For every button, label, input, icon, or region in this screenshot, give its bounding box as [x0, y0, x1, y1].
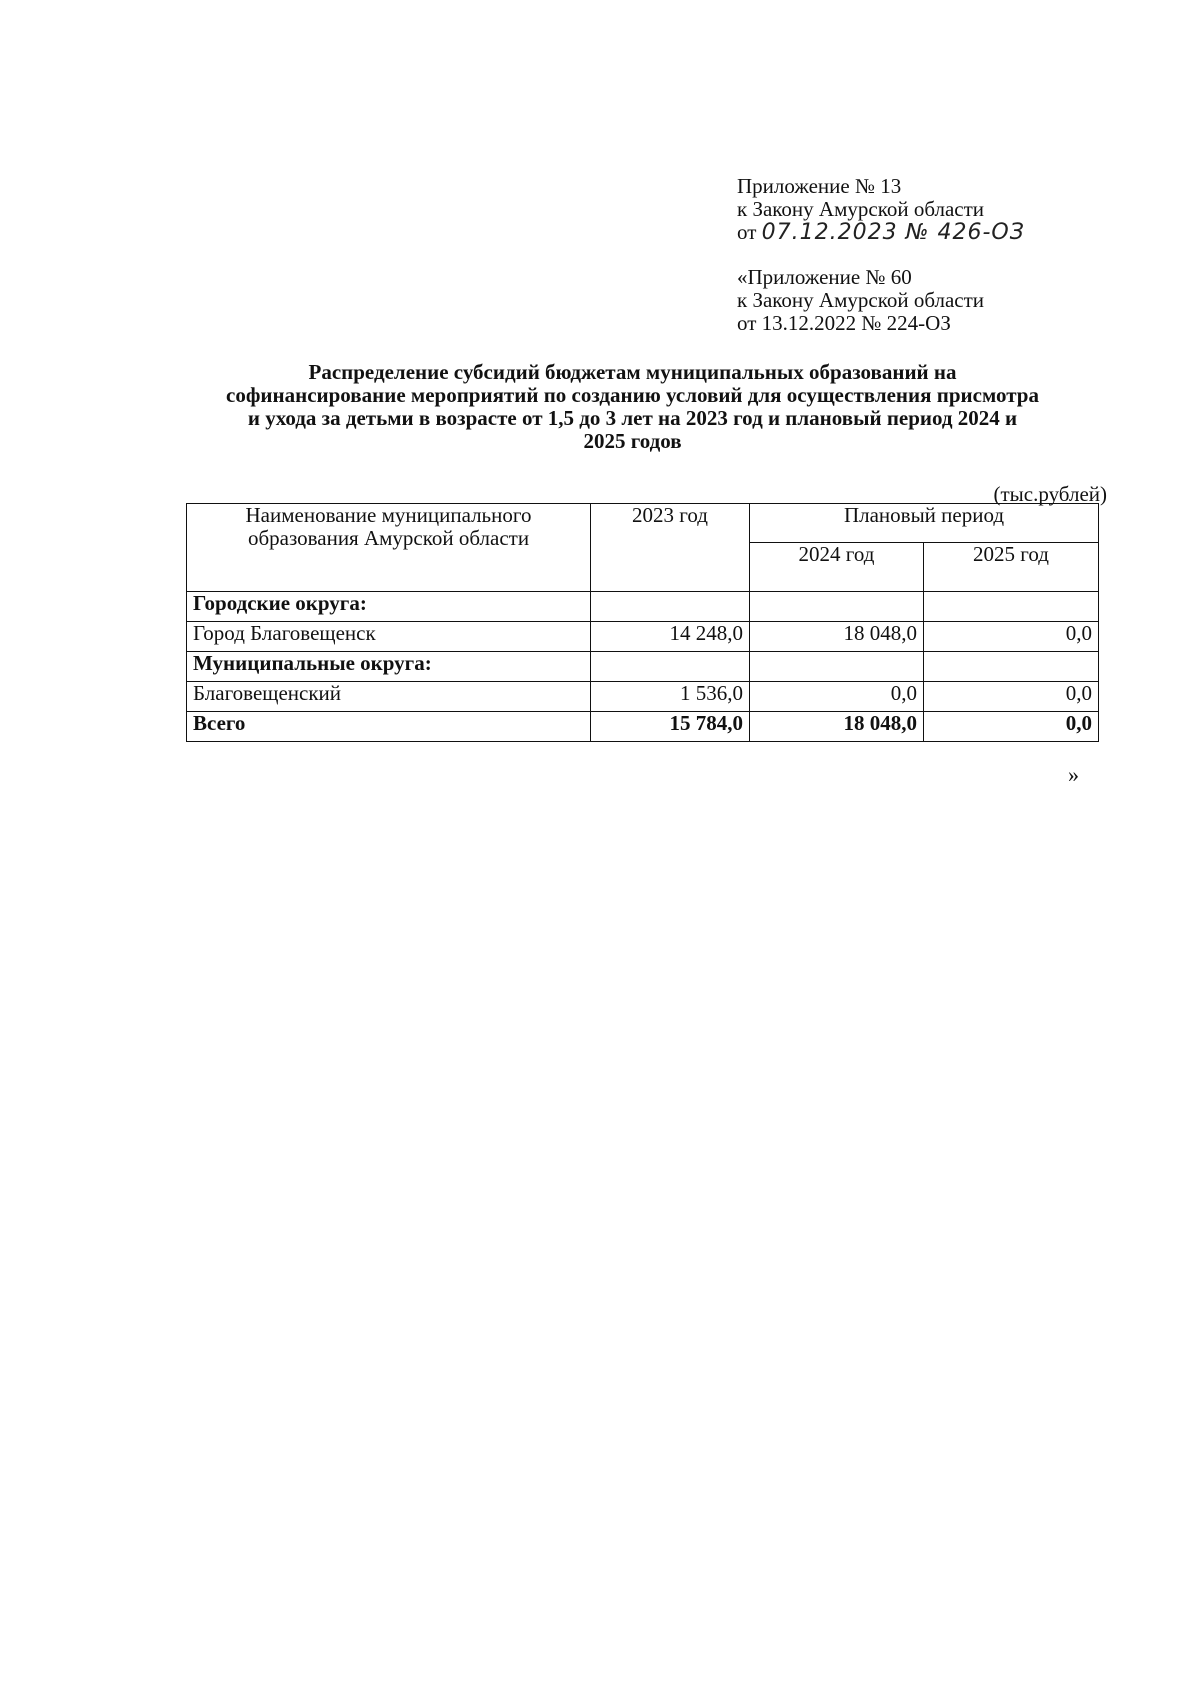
header-planning-period: Плановый период: [750, 504, 1099, 543]
value-2024: 0,0: [750, 682, 924, 712]
section-label: Городские округа:: [187, 592, 591, 622]
total-2025: 0,0: [924, 712, 1099, 742]
table-row-total: [187, 712, 1099, 742]
section-label: Муниципальные округа:: [187, 652, 591, 682]
total-2023: 15 784,0: [591, 712, 750, 742]
title-line: софинансирование мероприятий по созданию условий для осуществления присмотра: [226, 383, 1039, 407]
value-2025: 0,0: [924, 622, 1099, 652]
handwritten-date-number: 07.12.2023 № 426-ОЗ: [761, 220, 1025, 245]
header-year-2025: 2025 год: [924, 543, 1099, 592]
document-title: [150, 361, 1115, 453]
appendix-60-law-ref: к Закону Амурской области: [737, 288, 985, 312]
value-2025: 0,0: [924, 682, 1099, 712]
table-row-section: [187, 592, 1099, 622]
appendix-13-date-prefix: от: [737, 220, 757, 244]
title-line: и ухода за детьми в возрасте от 1,5 до 3 лет на 2023 год и плановый период 2024 и: [247, 406, 1018, 430]
total-label: Всего: [187, 712, 591, 742]
value-2025: [924, 592, 1099, 622]
municipality-name: Город Благовещенск: [187, 622, 591, 652]
appendix-60-header: [737, 266, 1157, 335]
appendix-13-law-ref: к Закону Амурской области: [737, 197, 985, 221]
value-2023: 1 536,0: [591, 682, 750, 712]
table-row: [187, 682, 1099, 712]
appendix-13-date-line: [737, 221, 1157, 244]
appendix-60-date: от 13.12.2022 № 224-ОЗ: [737, 311, 951, 335]
value-2023: [591, 592, 750, 622]
municipality-name: Благовещенский: [187, 682, 591, 712]
header-municipality-name: Наименование муниципального образования Амурской области: [187, 504, 591, 592]
closing-quote: »: [1068, 762, 1079, 787]
appendix-60-number: «Приложение № 60: [737, 265, 912, 289]
title-line: Распределение субсидий бюджетам муниципальных образований на: [308, 360, 957, 384]
value-2024: [750, 652, 924, 682]
value-2023: 14 248,0: [591, 622, 750, 652]
appendix-13-header: [737, 175, 1157, 244]
table-row: [187, 622, 1099, 652]
header-year-2023: 2023 год: [591, 504, 750, 592]
table-row-section: [187, 652, 1099, 682]
value-2023: [591, 652, 750, 682]
appendix-13-number: Приложение № 13: [737, 174, 902, 198]
value-2024: [750, 592, 924, 622]
value-2025: [924, 652, 1099, 682]
header-year-2024: 2024 год: [750, 543, 924, 592]
value-2024: 18 048,0: [750, 622, 924, 652]
subsidy-table: [186, 503, 1099, 742]
total-2024: 18 048,0: [750, 712, 924, 742]
title-line: 2025 годов: [583, 429, 682, 453]
unit-label: (тыс.рублей): [993, 482, 1107, 506]
